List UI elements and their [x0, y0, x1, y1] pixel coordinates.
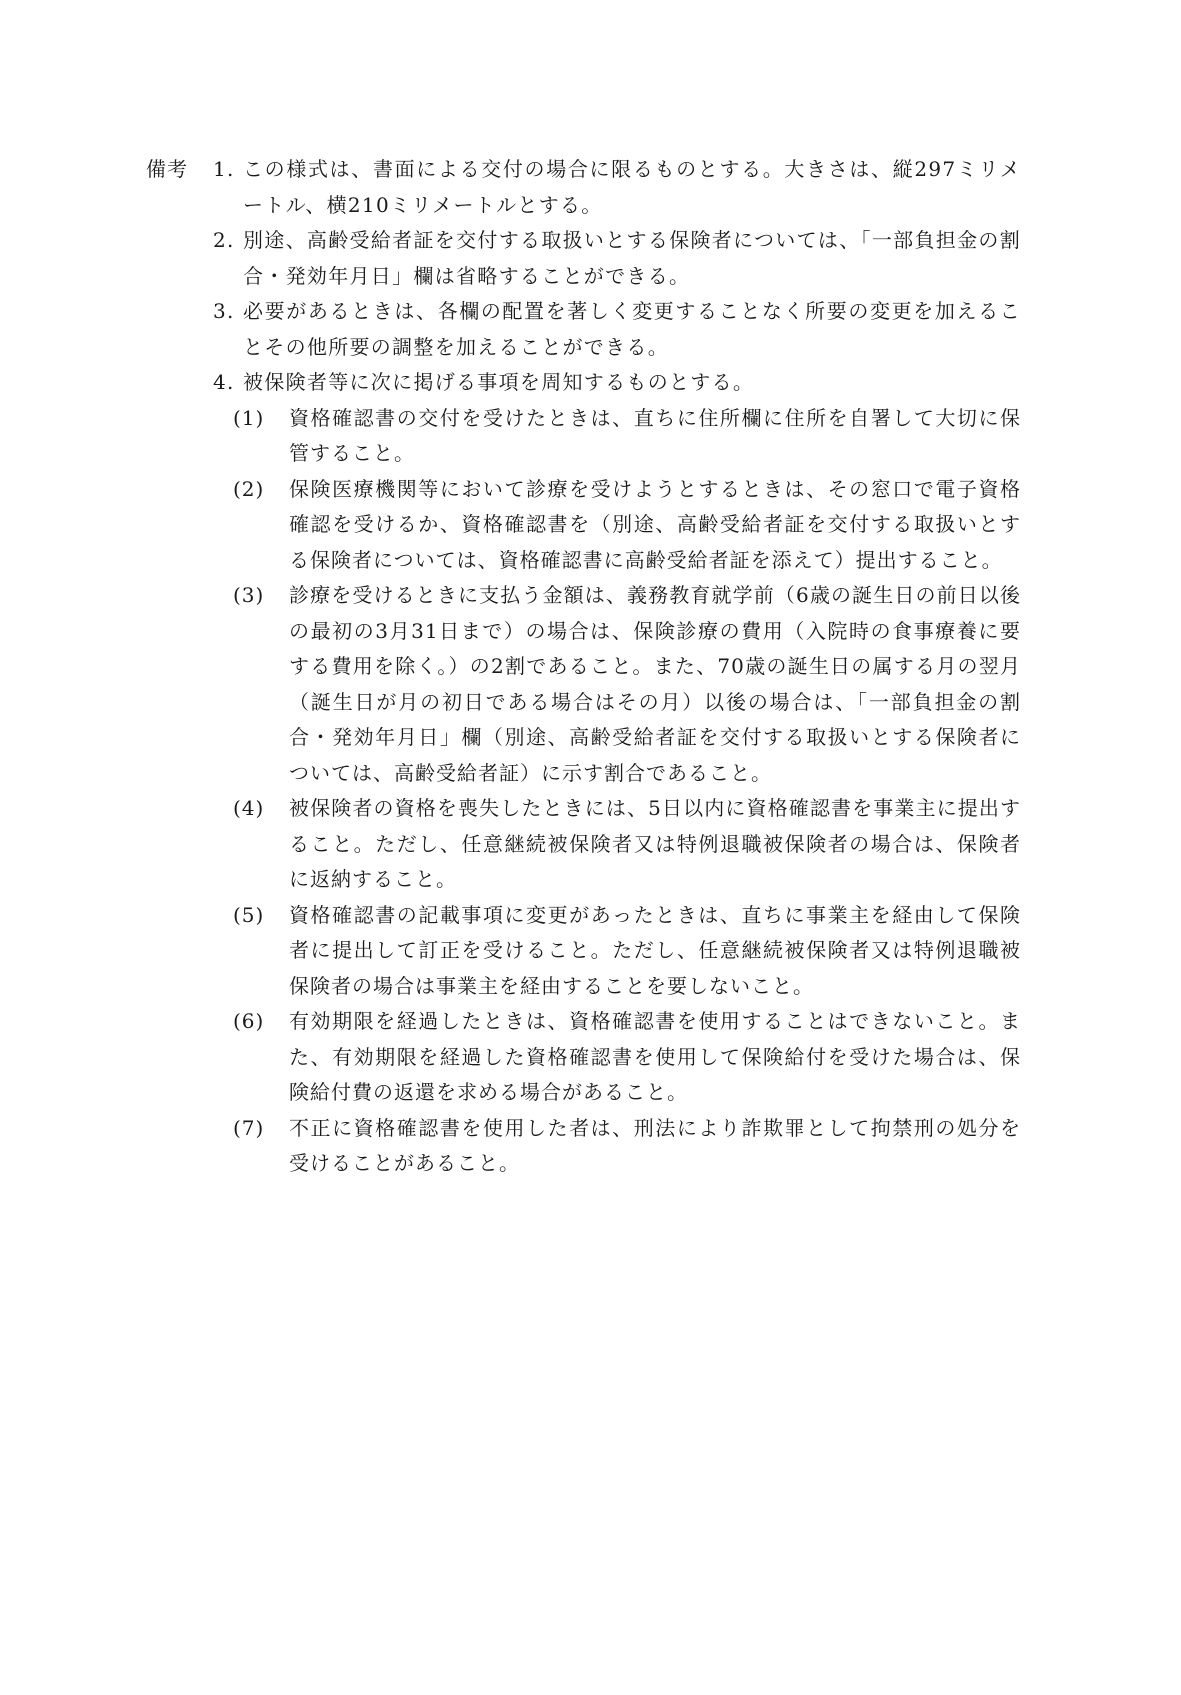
note-text: 必要があるときは、各欄の配置を著しく変更することなく所要の変更を加えることその他所要の調整を加えることができる。	[243, 299, 1021, 359]
note-item-1	[213, 152, 1021, 223]
subnote-text: 有効期限を経過したときは、資格確認書を使用することはできないこと。また、有効期限を経過した資格確認書を使用して保険給付を受けた場合は、保険給付費の返還を求める場合があること。	[289, 1009, 1021, 1104]
subnote-number: (1)	[233, 405, 265, 430]
subnote-number: (4)	[233, 796, 265, 820]
note-item-3	[213, 294, 1021, 365]
subnote-text: 診療を受けるときに支払う金額は、義務教育就学前（6歳の誕生日の前日以後の最初の3月31日まで）の場合は、保険診療の費用（入院時の食事療養に要する費用を除く。）の2割であること。また、70歳の誕生日の属する月の翌月（誕生日が月の初日である場合はその月）以後の場合は、「一部負担金の割合・発効年月日」欄（別途、高齢受給者証を交付する取扱いとする保険者については、高齢受給者証）に示す割合であること。	[289, 583, 1021, 785]
subnote-item-6	[233, 1004, 1021, 1111]
subnote-item-2	[233, 472, 1021, 579]
notes-list	[213, 152, 1021, 1182]
note-number: 3.	[213, 299, 235, 323]
subnote-item-7	[233, 1111, 1021, 1182]
subnote-number: (5)	[233, 902, 265, 927]
remarks-label: 備考	[146, 157, 188, 181]
note-text: 別途、高齢受給者証を交付する取扱いとする保険者については、「一部負担金の割合・発効年月日」欄は省略することができる。	[243, 228, 1021, 288]
subnote-text: 資格確認書の記載事項に変更があったときは、直ちに事業主を経由して保険者に提出して訂正を受けること。ただし、任意継続被保険者又は特例退職被保険者の場合は事業主を経由することを要しないこと。	[289, 902, 1021, 998]
subnote-number: (7)	[233, 1115, 265, 1140]
subnote-text: 被保険者の資格を喪失したときには、5日以内に資格確認書を事業主に提出すること。ただし、任意継続被保険者又は特例退職被保険者の場合は、保険者に返納すること。	[289, 796, 1021, 891]
note-number: 4.	[213, 370, 235, 394]
subnote-text: 保険医療機関等において診療を受けようとするときは、その窓口で電子資格確認を受けるか、資格確認書を（別途、高齢受給者証を交付する取扱いとする保険者については、資格確認書に高齢受給者証を添えて）提出すること。	[289, 476, 1021, 572]
subnote-item-5	[233, 898, 1021, 1005]
subnotes-list	[233, 401, 1021, 1182]
subnote-number: (3)	[233, 583, 265, 607]
subnote-item-4	[233, 791, 1021, 898]
subnote-item-1	[233, 401, 1021, 472]
subnote-text: 資格確認書の交付を受けたときは、直ちに住所欄に住所を自署して大切に保管すること。	[289, 405, 1021, 465]
note-item-2	[213, 223, 1021, 294]
subnote-item-3	[233, 578, 1021, 791]
subnote-text: 不正に資格確認書を使用した者は、刑法により詐欺罪として拘禁刑の処分を受けることがあること。	[289, 1115, 1021, 1175]
note-number: 2.	[213, 228, 235, 252]
subnote-number: (2)	[233, 476, 265, 501]
note-item-4	[213, 365, 1021, 401]
subnote-number: (6)	[233, 1009, 265, 1033]
note-text: 被保険者等に次に掲げる事項を周知するものとする。	[243, 370, 755, 394]
note-text: この様式は、書面による交付の場合に限るものとする。大きさは、縦297ミリメートル、横210ミリメートルとする。	[243, 157, 1021, 217]
note-number: 1.	[213, 157, 235, 181]
